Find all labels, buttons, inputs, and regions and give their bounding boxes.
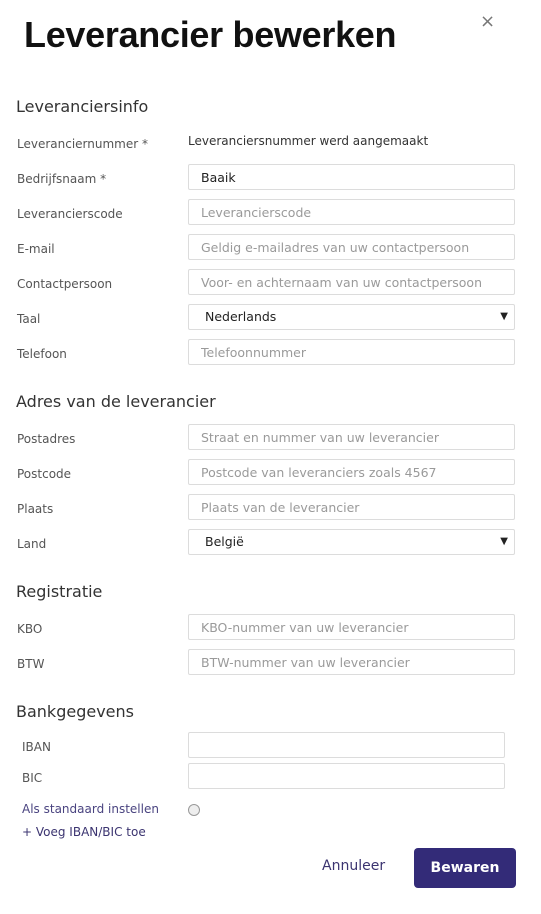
set-default-label[interactable]: Als standaard instellen: [22, 802, 159, 816]
iban-input[interactable]: [188, 732, 505, 758]
add-iban-bic-link[interactable]: + Voeg IBAN/BIC toe: [22, 825, 146, 839]
section-heading-registration: Registratie: [16, 582, 103, 601]
phone-input[interactable]: [188, 339, 515, 365]
supplier-code-label: Leverancierscode: [17, 207, 123, 221]
vat-input[interactable]: [188, 649, 515, 675]
kbo-input[interactable]: [188, 614, 515, 640]
dialog-title: Leverancier bewerken: [24, 14, 397, 55]
save-button[interactable]: Bewaren: [414, 848, 516, 888]
postal-address-input[interactable]: [188, 424, 515, 450]
supplier-number-label: Leveranciernummer *: [17, 137, 148, 151]
city-label: Plaats: [17, 502, 54, 516]
phone-label: Telefoon: [17, 347, 67, 361]
contact-person-input[interactable]: [188, 269, 515, 295]
postal-address-label: Postadres: [17, 432, 76, 446]
country-selected-value: België: [205, 534, 244, 549]
set-default-radio[interactable]: [188, 804, 200, 816]
email-input[interactable]: [188, 234, 515, 260]
supplier-code-input[interactable]: [188, 199, 515, 225]
section-heading-info: Leveranciersinfo: [16, 97, 149, 116]
language-label: Taal: [17, 312, 41, 326]
city-input[interactable]: [188, 494, 515, 520]
company-name-input[interactable]: [188, 164, 515, 190]
vat-label: BTW: [17, 657, 45, 671]
bic-label: BIC: [22, 771, 43, 785]
country-label: Land: [17, 537, 47, 551]
kbo-label: KBO: [17, 622, 43, 636]
language-selected-value: Nederlands: [205, 309, 277, 324]
iban-label: IBAN: [22, 740, 51, 754]
zip-code-input[interactable]: [188, 459, 515, 485]
language-select[interactable]: [188, 304, 515, 330]
cancel-button[interactable]: Annuleer: [322, 858, 386, 874]
bic-input[interactable]: [188, 763, 505, 789]
zip-code-label: Postcode: [17, 467, 72, 481]
contact-person-label: Contactpersoon: [17, 277, 113, 291]
chevron-down-icon: ▼: [500, 536, 508, 547]
close-icon[interactable]: ×: [480, 11, 496, 32]
section-heading-address: Adres van de leverancier: [16, 392, 216, 411]
supplier-number-value: Leveranciersnummer werd aangemaakt: [188, 134, 429, 148]
chevron-down-icon: ▼: [500, 311, 508, 322]
company-name-label: Bedrijfsnaam *: [17, 172, 107, 186]
section-heading-bank: Bankgegevens: [16, 702, 134, 721]
country-select[interactable]: [188, 529, 515, 555]
email-label: E-mail: [17, 242, 55, 256]
